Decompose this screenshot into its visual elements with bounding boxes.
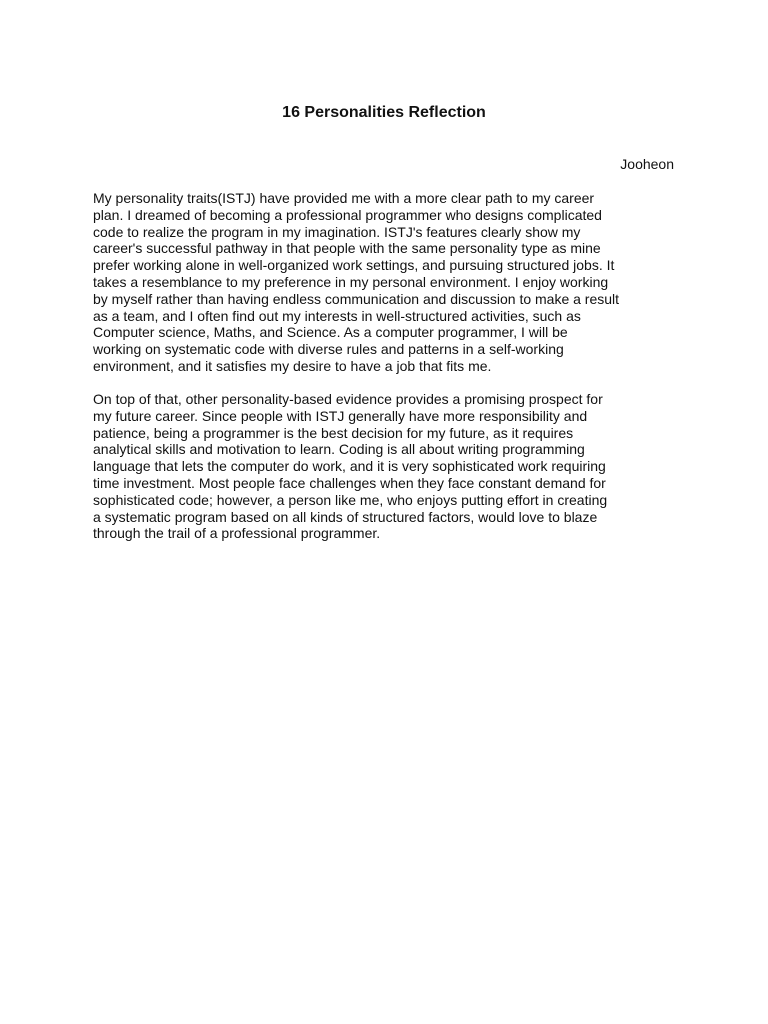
paragraph-line: my future career. Since people with ISTJ generally have more responsibility and: [93, 407, 588, 424]
paragraph-line: My personality traits(ISTJ) have provided me with a more clear path to my career: [93, 190, 595, 206]
paragraph-line: Computer science, Maths, and Science. As a computer programmer, I will be: [93, 324, 568, 341]
paragraph-line: code to realize the program in my imagination. ISTJ's features clearly show my: [93, 223, 581, 240]
paragraph-line: career's successful pathway in that people with the same personality type as mine: [93, 240, 601, 257]
paragraph-line: patience, being a programmer is the best decision for my future, as it requires: [93, 424, 574, 441]
author-name: Jooheon: [620, 156, 674, 172]
paragraph-line: On top of that, other personality-based evidence provides a promising prospect for: [93, 391, 603, 407]
paragraph-line: as a team, and I often find out my interests in well-structured activities, such as: [93, 307, 581, 324]
paragraph-line: working on systematic code with diverse rules and patterns in a self-working: [93, 341, 564, 358]
paragraph-1: [93, 190, 683, 375]
paragraph-line: by myself rather than having endless communication and discussion to make a result: [93, 290, 620, 307]
paragraph-line: sophisticated code; however, a person like me, who enjoys putting effort in creating: [93, 491, 608, 508]
paragraph-line: analytical skills and motivation to learn. Coding is all about writing programming: [93, 441, 585, 458]
paragraph-line: a systematic program based on all kinds of structured factors, would love to blaze: [93, 508, 598, 525]
paragraph-line: plan. I dreamed of becoming a professional programmer who designs complicated: [93, 206, 602, 223]
page-title: 16 Personalities Reflection: [282, 104, 486, 121]
paragraph-line: takes a resemblance to my preference in my personal environment. I enjoy working: [93, 273, 609, 290]
paragraph-2: [93, 391, 683, 542]
paragraph-line: environment, and it satisfies my desire to have a job that fits me.: [93, 357, 492, 374]
paragraph-line: language that lets the computer do work, and it is very sophisticated work requiring: [93, 458, 606, 475]
paragraph-line: prefer working alone in well-organized work settings, and pursuing structured jobs. It: [93, 257, 615, 274]
paragraph-line: through the trail of a professional programmer.: [93, 525, 381, 542]
paragraph-line: time investment. Most people face challenges when they face constant demand for: [93, 474, 606, 491]
